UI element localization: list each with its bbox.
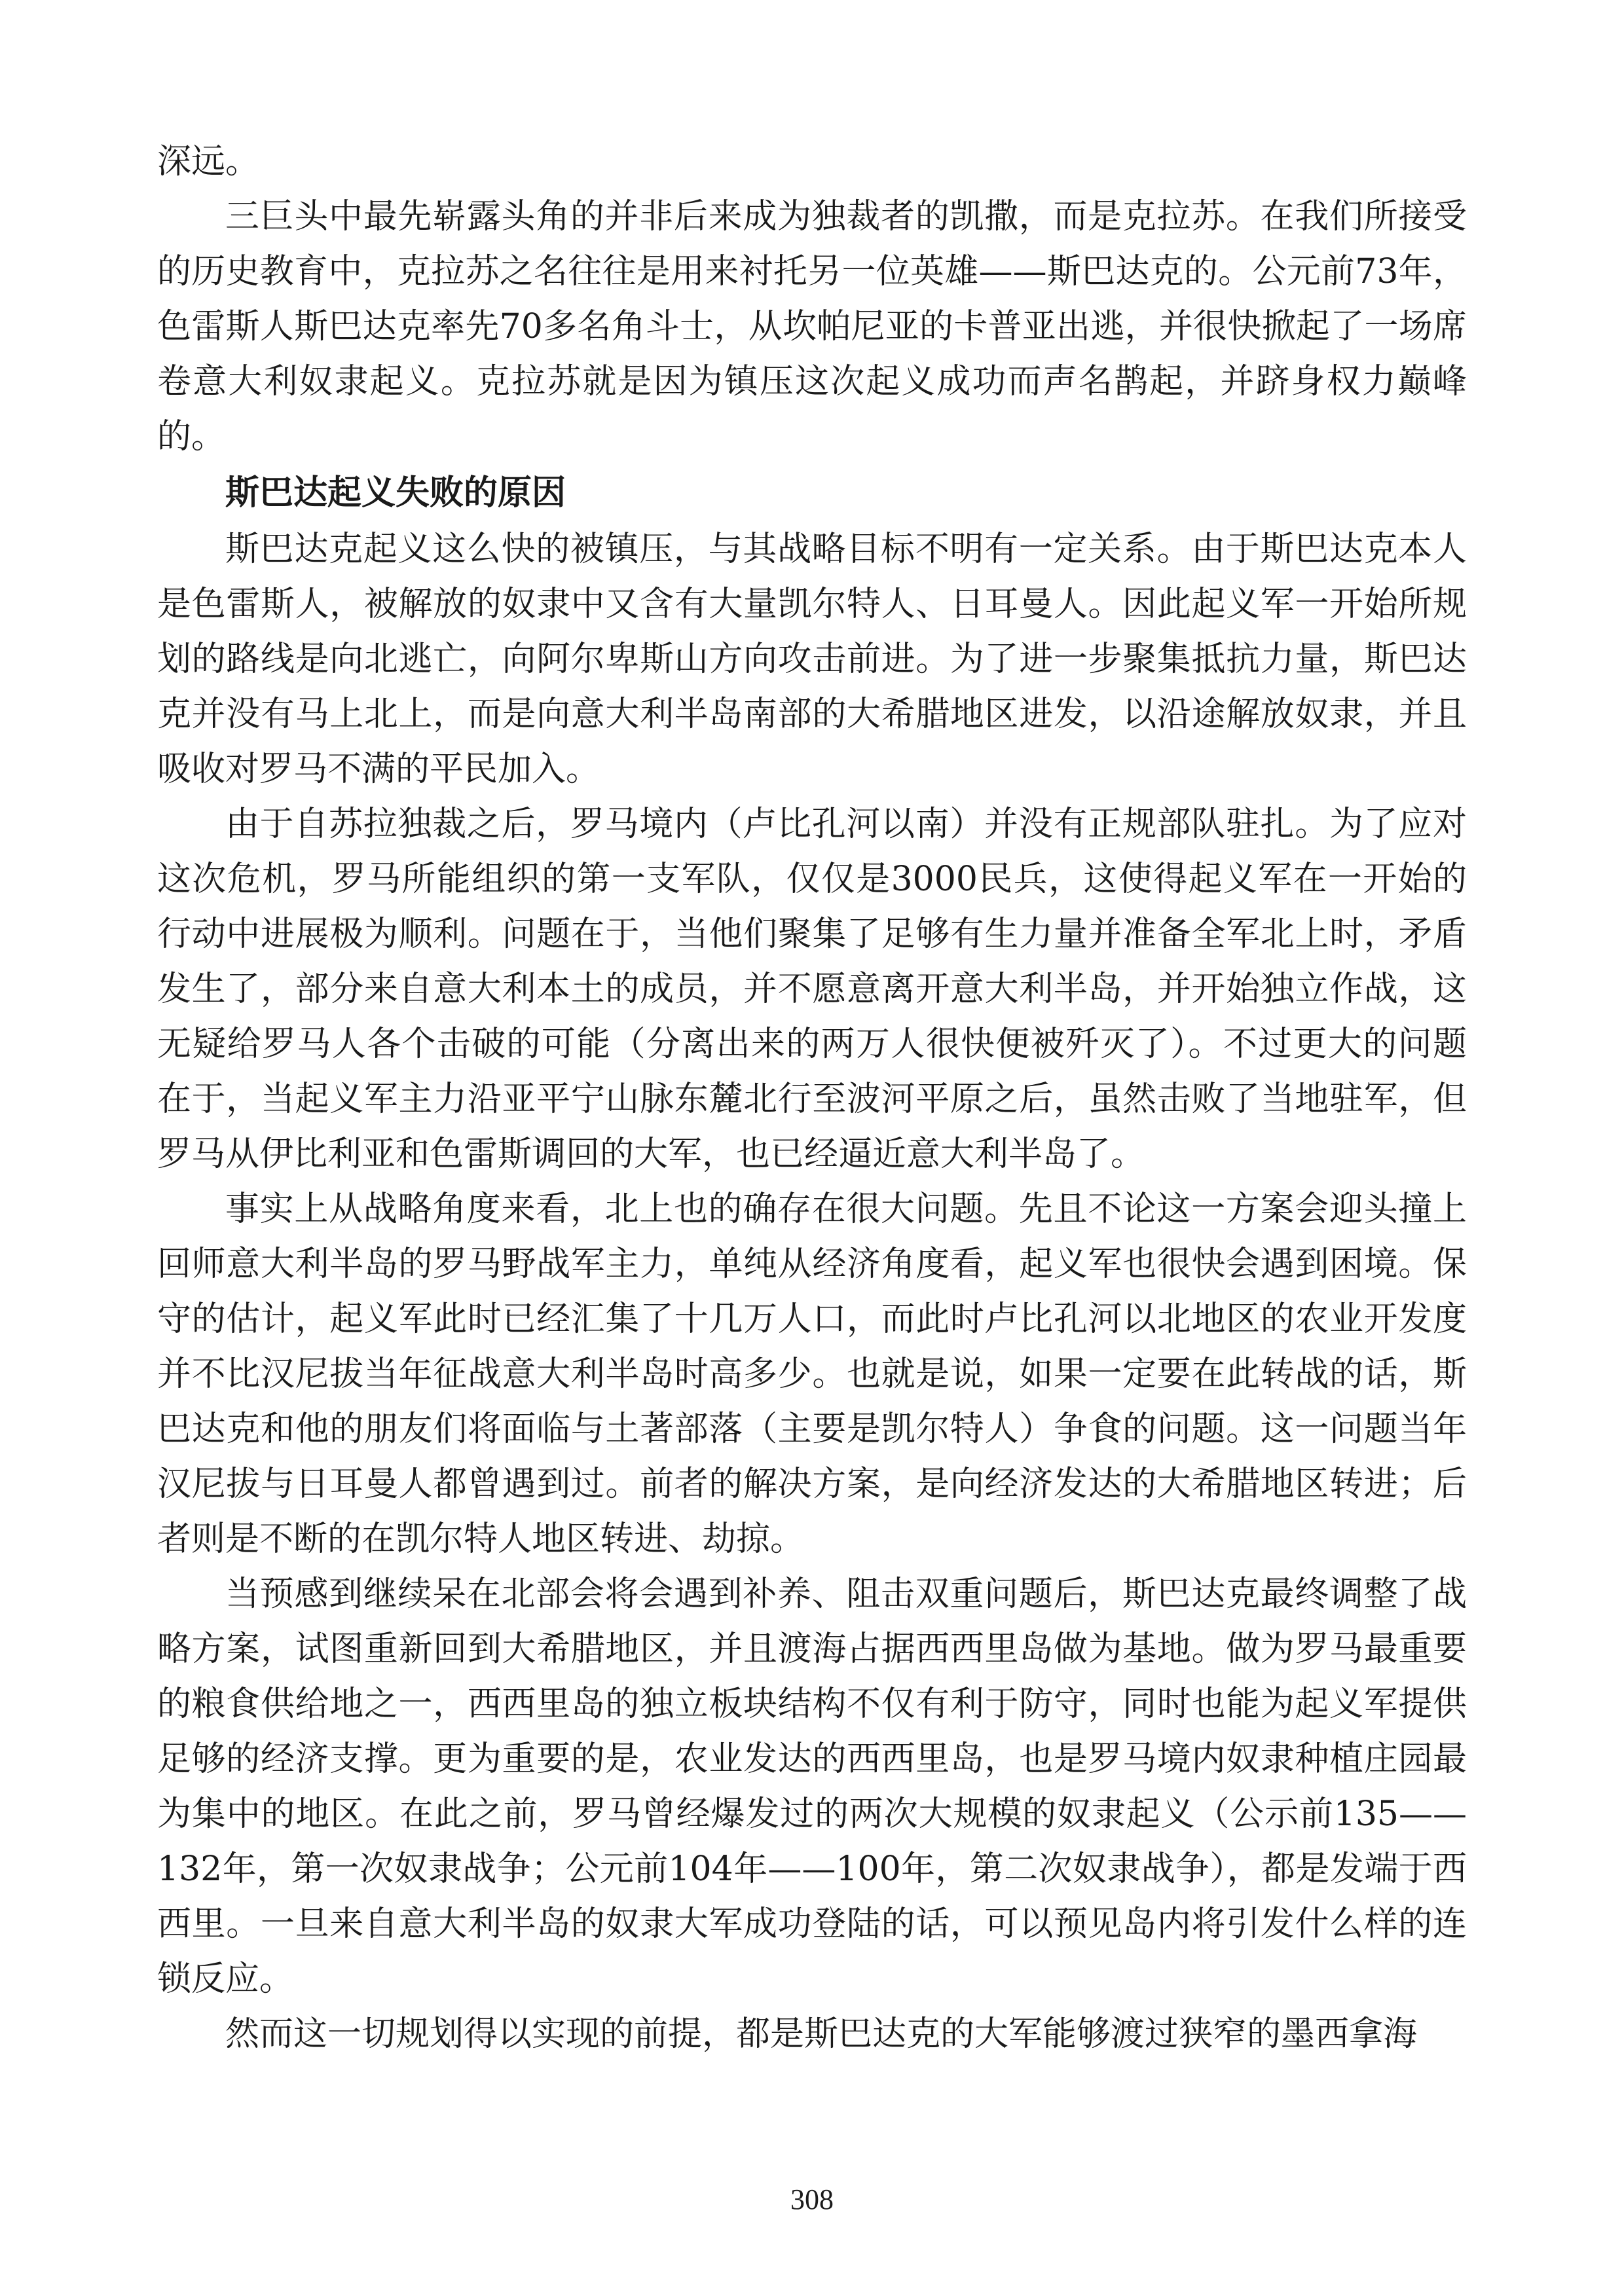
document-page xyxy=(157,134,1467,2062)
paragraph-rome-response: 由于自苏拉独裁之后，罗马境内（卢比孔河以南）并没有正规部队驻扎。为了应对这次危机，罗马所能组织的第一支军队，仅仅是3000民兵，这使得起义军在一开始的行动中进展极为顺利。问题在于，当他们聚集了足够有生力量并准备全军北上时，矛盾发生了，部分来自意大利本土的成员，并不愿意离开意大利半岛，并开始独立作战，这无疑给罗马人各个击破的可能（分离出来的两万人很快便被歼灭了）。不过更大的问题在于，当起义军主力沿亚平宁山脉东麓北行至波河平原之后，虽然击败了当地驻军，但罗马从伊比利亚和色雷斯调回的大军，也已经逼近意大利半岛了。 xyxy=(157,805,1467,1174)
paragraph-messina: 然而这一切规划得以实现的前提，都是斯巴达克的大军能够渡过狭窄的墨西拿海 xyxy=(225,2014,1418,2054)
paragraph-north-problem: 事实上从战略角度来看，北上也的确存在很大问题。先且不论这一方案会迎头撞上回师意大利半岛的罗马野战军主力，单纯从经济角度看，起义军也很快会遇到困境。保守的估计，起义军此时已经汇集了十几万人口，而此时卢比孔河以北地区的农业开发度并不比汉尼拔当年征战意大利半岛时高多少。也就是说，如果一定要在此转战的话，斯巴达克和他的朋友们将面临与土著部落（主要是凯尔特人）争食的问题。这一问题当年汉尼拔与日耳曼人都曾遇到过。前者的解决方案，是向经济发达的大希腊地区转进；后者则是不断的在凯尔特人地区转进、劫掠。 xyxy=(157,1190,1467,1559)
paragraph-crassus-intro: 三巨头中最先崭露头角的并非后来成为独裁者的凯撒，而是克拉苏。在我们所接受的历史教育中，克拉苏之名往往是用来衬托另一位英雄——斯巴达克的。公元前73年，色雷斯人斯巴达克率先70多名角斗士，从坎帕尼亚的卡普亚出逃，并很快掀起了一场席卷意大利奴隶起义。克拉苏就是因为镇压这次起义成功而声名鹊起，并跻身权力巅峰的。 xyxy=(157,197,1467,456)
paragraph-sicily-plan: 当预感到继续呆在北部会将会遇到补养、阻击双重问题后，斯巴达克最终调整了战略方案，试图重新回到大希腊地区，并且渡海占据西西里岛做为基地。做为罗马最重要的粮食供给地之一，西西里岛的独立板块结构不仅有利于防守，同时也能为起义军提供足够的经济支撑。更为重要的是，农业发达的西西里岛，也是罗马境内奴隶种植庄园最为集中的地区。在此之前，罗马曾经爆发过的两次大规模的奴隶起义（公示前135——132年，第一次奴隶战争；公元前104年——100年，第二次奴隶战争），都是发端于西西里。一旦来自意大利半岛的奴隶大军成功登陆的话，可以预见岛内将引发什么样的连锁反应。 xyxy=(157,1575,1467,1999)
paragraph-strategy: 斯巴达克起义这么快的被镇压，与其战略目标不明有一定关系。由于斯巴达克本人是色雷斯人，被解放的奴隶中又含有大量凯尔特人、日耳曼人。因此起义军一开始所规划的路线是向北逃亡，向阿尔卑斯山方向攻击前进。为了进一步聚集抵抗力量，斯巴达克并没有马上北上，而是向意大利半岛南部的大希腊地区进发，以沿途解放奴隶，并且吸收对罗马不满的平民加入。 xyxy=(157,530,1467,789)
section-heading: 斯巴达起义失败的原因 xyxy=(225,473,566,513)
page-number: 308 xyxy=(790,2183,834,2215)
paragraph-continuation: 深远。 xyxy=(157,142,260,181)
